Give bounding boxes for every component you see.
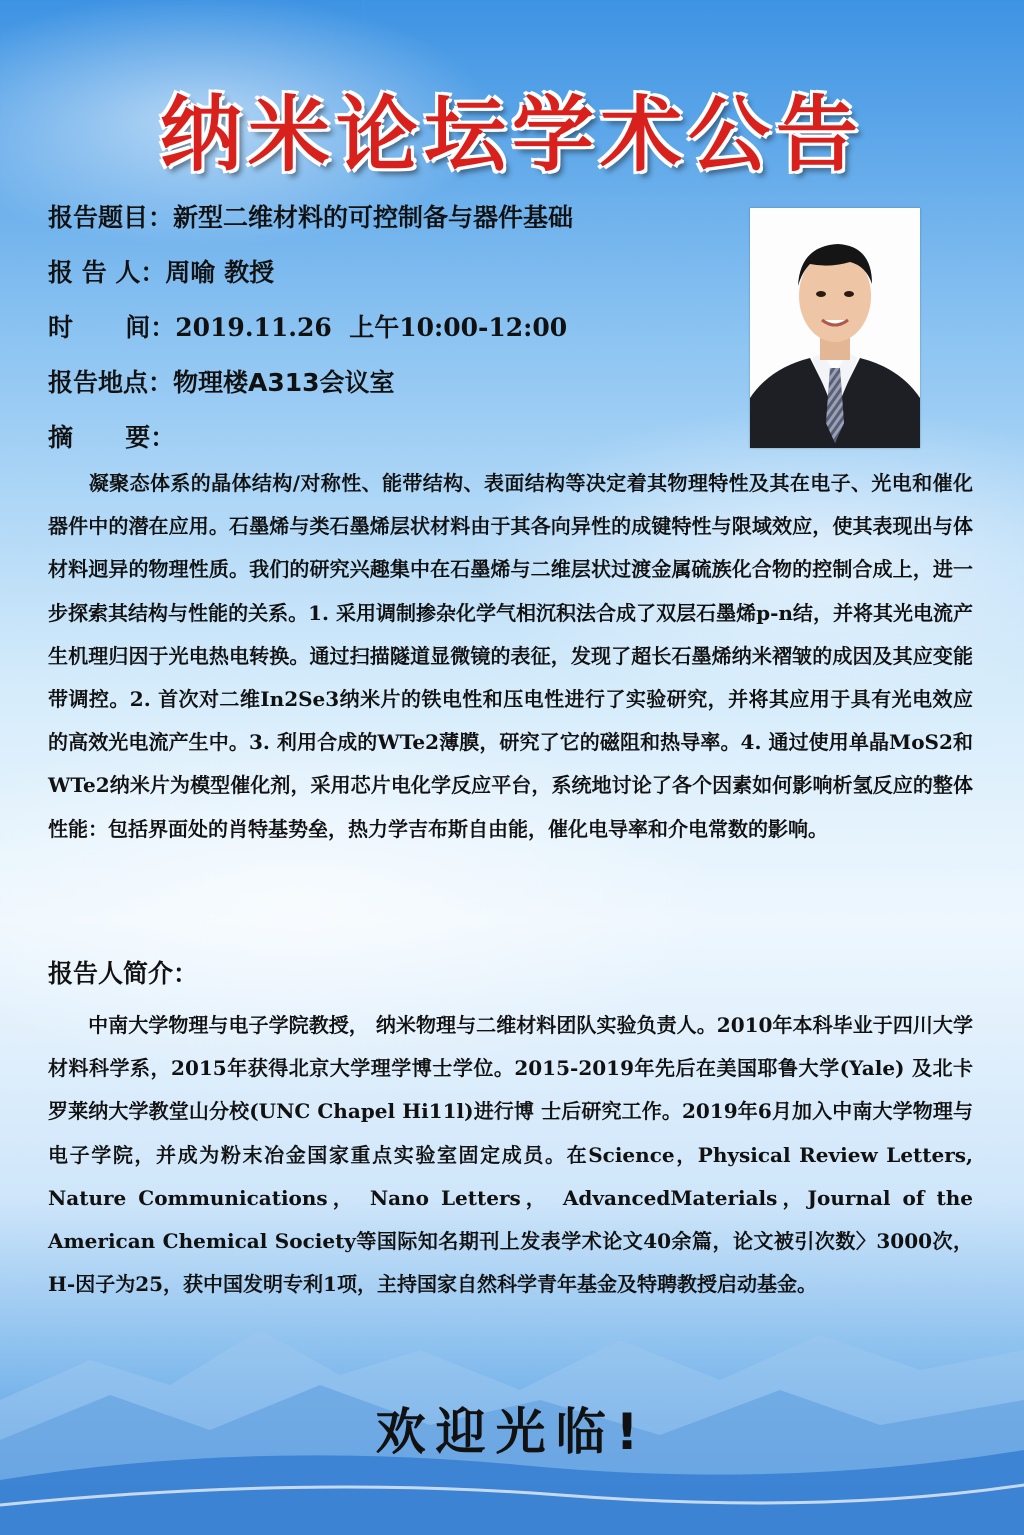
abstract-row <box>48 418 175 454</box>
speaker-portrait-photo <box>750 208 920 448</box>
location-value: 物理楼A313会议室 <box>173 368 395 397</box>
location-row <box>48 363 395 399</box>
page-title: 纳米论坛学术公告 <box>159 88 864 183</box>
speaker-value: 周喻 教授 <box>165 258 275 287</box>
bio-paragraph: 中南大学物理与电子学院教授， 纳米物理与二维材料团队实验负责人。2010年本科毕业于四川大学材料科学系，2015年获得北京大学理学博士学位。2015-2019年先后在美国耶鲁大学(Yale) 及北卡罗莱纳大学教堂山分校(UNC Chapel Hi11l)进行博 士后研究工作。2019年6月加入中南大学物理与电子学院，并成为粉末冶金国家重点实验室固定成员。在Science，Physical Review Letters, Nature Communications， Nano Letters， AdvancedMaterials，Journal of the American Chemical Society等国际知名期刊上发表学术论文40余篇，论文被引次数〉3000次， H-因子为25，获中国发明专利1项，主持国家自然科学青年基金及特聘教授启动基金。 <box>48 1013 973 1297</box>
time-label: 时 间： <box>48 313 176 342</box>
abstract-label: 摘 要： <box>48 423 176 452</box>
welcome-banner: 欢迎光临! <box>375 1403 649 1461</box>
topic-row <box>48 198 573 234</box>
abstract-paragraph: 凝聚态体系的晶体结构/对称性、能带结构、表面结构等决定着其物理特性及其在电子、光电和催化器件中的潜在应用。石墨烯与类石墨烯层状材料由于其各向异性的成键特性与限域效应，使其表现出与体材料迥异的物理性质。我们的研究兴趣集中在石墨烯与二维层状过渡金属硫族化合物的控制合成上，进一步探索其结构与性能的关系。1. 采用调制掺杂化学气相沉积法合成了双层石墨烯p-n结，并将其光电流产生机理归因于光电热电转换。通过扫描隧道显微镜的表征，发现了超长石墨烯纳米褶皱的成因及其应变能带调控。2. 首次对二维In2Se3纳米片的铁电性和压电性进行了实验研究，并将其应用于具有光电效应的高效光电流产生中。3. 利用合成的WTe2薄膜，研究了它的磁阻和热导率。4. 通过使用单晶MoS2和WTe2纳米片为模型催化剂，采用芯片电化学反应平台，系统地讨论了各个因素如何影响析氢反应的整体性能：包括界面处的肖特基势垒，热力学吉布斯自由能，催化电导率和介电常数的影响。 <box>48 471 973 841</box>
portrait-illustration <box>750 208 920 448</box>
topic-value: 新型二维材料的可控制备与器件基础 <box>173 203 574 232</box>
location-label: 报告地点： <box>48 368 174 397</box>
speaker-label: 报 告 人： <box>48 258 166 287</box>
time-value: 2019.11.26 上午10:00-12:00 <box>175 313 568 342</box>
time-row <box>48 308 567 344</box>
topic-label: 报告题目： <box>48 203 174 232</box>
speaker-row <box>48 253 274 289</box>
bio-heading: 报告人简介： <box>48 959 199 988</box>
